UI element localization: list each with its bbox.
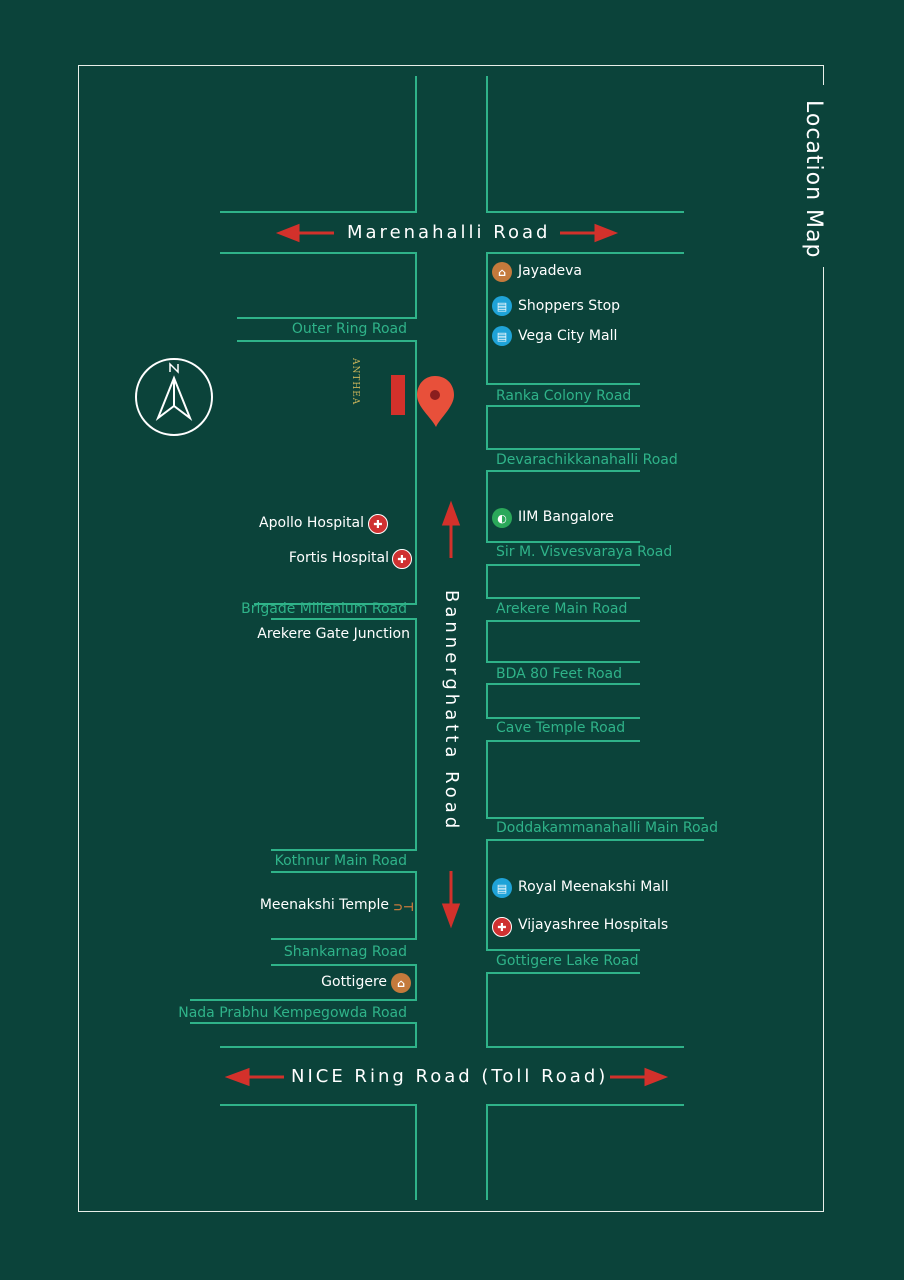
road-edge xyxy=(220,76,416,212)
road-edge xyxy=(487,621,640,662)
arrow-up-icon xyxy=(444,505,458,558)
education-icon: ◐ xyxy=(492,508,512,528)
road-label-outer-ring: Outer Ring Road xyxy=(291,321,407,337)
road-edge xyxy=(487,406,640,449)
project-logo-text: ANTHEA xyxy=(350,358,360,406)
road-edge xyxy=(190,1023,416,1047)
road-edge xyxy=(271,619,416,850)
road-label-ranka-colony: Ranka Colony Road xyxy=(496,388,632,404)
road-label-gottigere-lake: Gottigere Lake Road xyxy=(496,953,639,969)
poi-jayadeva: Jayadeva xyxy=(518,263,582,279)
poi-shoppers-stop: Shoppers Stop xyxy=(518,298,621,314)
road-label-doddakammanahalli: Doddakammanahalli Main Road xyxy=(496,820,719,836)
road-edge xyxy=(487,741,704,818)
shopping-icon: ▤ xyxy=(492,326,512,346)
road-label-cave-temple: Cave Temple Road xyxy=(496,720,626,736)
landmark-icon: ⌂ xyxy=(391,973,411,993)
location-pin-icon xyxy=(391,375,454,427)
north-compass-icon xyxy=(136,359,212,435)
road-label-nada-prabhu: Nada Prabhu Kempegowda Road xyxy=(178,1005,407,1021)
road-label-bda-80-feet: BDA 80 Feet Road xyxy=(496,666,623,682)
map-title: Location Map xyxy=(801,100,826,259)
arrow-left-icon xyxy=(280,226,334,240)
landmark-icon: ⌂ xyxy=(492,262,512,282)
road-label-arekere-main: Arekere Main Road xyxy=(496,601,628,617)
red-cross-icon: ✚ xyxy=(368,514,388,534)
project-logo xyxy=(340,358,370,432)
road-edge xyxy=(487,1105,684,1200)
road-edge xyxy=(220,253,416,318)
poi-vega-city-mall: Vega City Mall xyxy=(518,328,618,344)
road-edge xyxy=(487,840,704,950)
poi-vijayashree-hospitals: Vijayashree Hospitals xyxy=(518,917,669,933)
arrow-right-icon xyxy=(560,226,614,240)
poi-meenakshi-temple: Meenakshi Temple xyxy=(259,897,389,913)
temple-icon: ⊃⊣ xyxy=(393,900,415,914)
arrow-right-icon xyxy=(610,1070,664,1084)
road-label-visvesvaraya: Sir M. Visvesvaraya Road xyxy=(496,544,673,560)
shopping-icon: ▤ xyxy=(492,296,512,316)
road-edge xyxy=(487,253,684,384)
road-label-shankarnag: Shankarnag Road xyxy=(283,944,407,960)
road-edge xyxy=(487,973,684,1047)
road-label-bannerghatta: Bannerghatta Road xyxy=(441,590,462,833)
poi-apollo-hospital: Apollo Hospital xyxy=(259,515,364,531)
poi-arekere-gate-junction: Arekere Gate Junction xyxy=(257,626,410,642)
poi-iim-bangalore: IIM Bangalore xyxy=(518,509,614,525)
poi-fortis-hospital: Fortis Hospital xyxy=(288,550,389,566)
road-edge xyxy=(487,684,640,718)
road-edge xyxy=(220,1105,416,1200)
poi-royal-meenakshi-mall: Royal Meenakshi Mall xyxy=(518,879,669,895)
road-label-kothnur-main: Kothnur Main Road xyxy=(274,853,407,869)
road-label-nice-ring: NICE Ring Road (Toll Road) xyxy=(291,1066,609,1087)
road-label-marenahalli: Marenahalli Road xyxy=(347,222,551,243)
poi-gottigere: Gottigere xyxy=(321,974,387,990)
red-cross-icon: ✚ xyxy=(492,917,512,937)
road-label-devarachikkanahalli: Devarachikkanahalli Road xyxy=(496,452,678,468)
shopping-icon: ▤ xyxy=(492,878,512,898)
arrow-left-icon xyxy=(229,1070,284,1084)
road-label-brigade-millenium: Brigade Millenium Road xyxy=(241,601,407,617)
arrow-down-icon xyxy=(444,871,458,924)
road-edge xyxy=(487,565,640,598)
road-edge xyxy=(487,471,640,542)
red-cross-icon: ✚ xyxy=(392,549,412,569)
road-edge xyxy=(487,76,684,212)
